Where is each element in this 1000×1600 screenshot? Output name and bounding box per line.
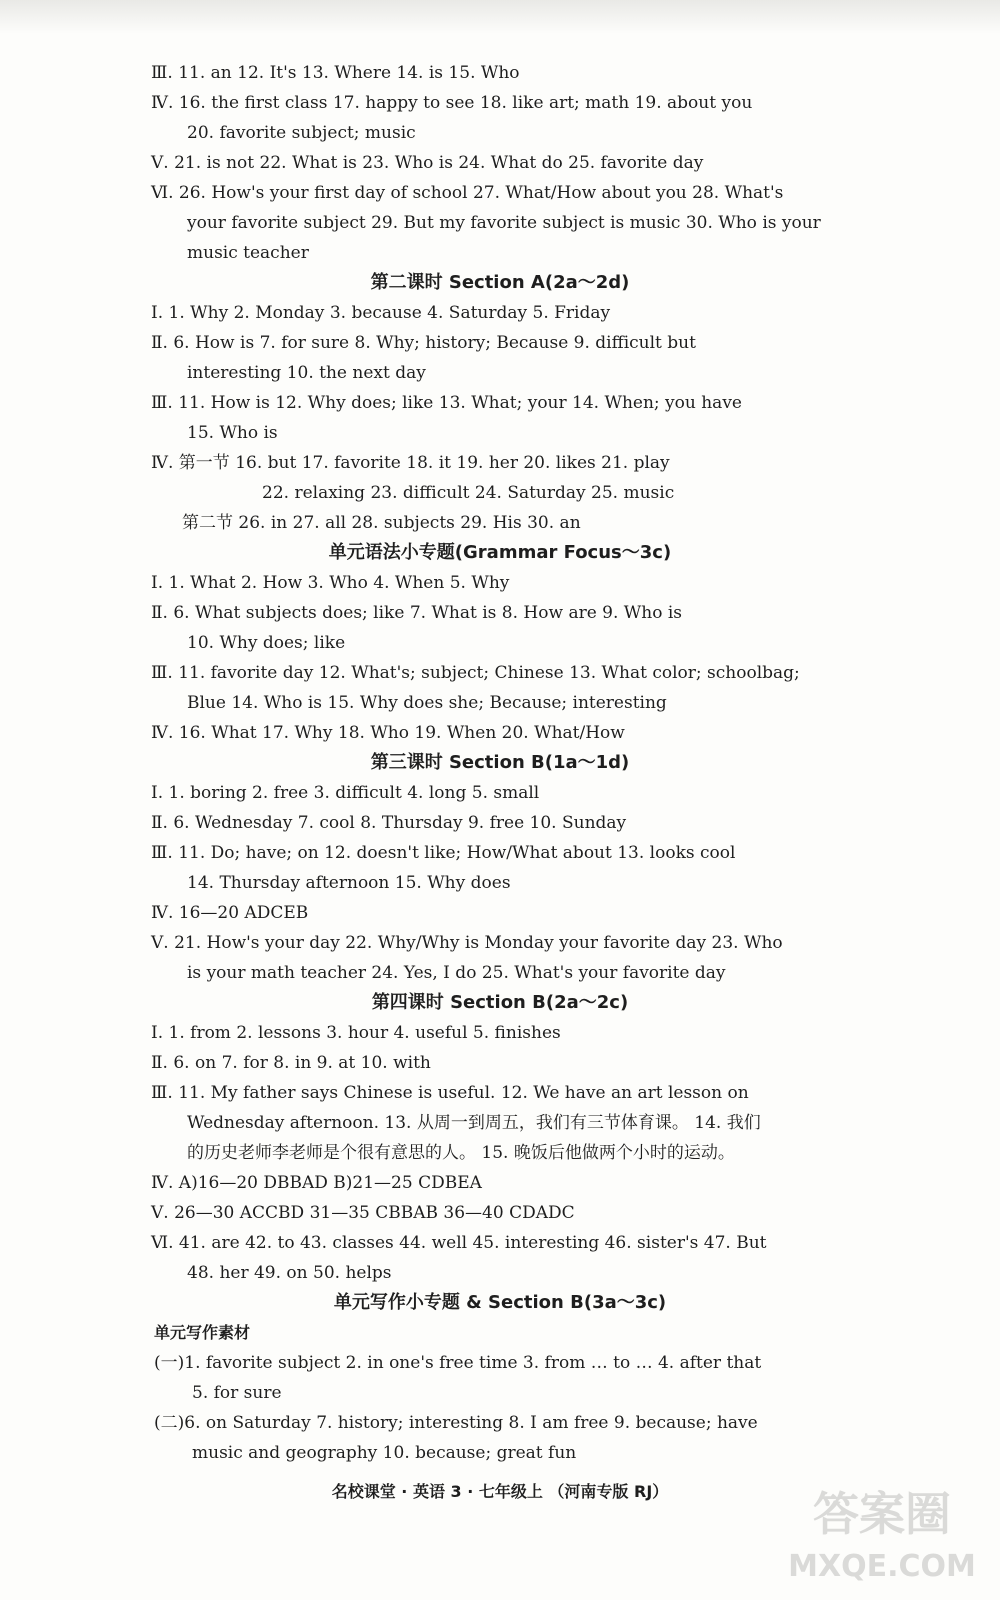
answer-line: Ⅲ. 11. an 12. It's 13. Where 14. is 15. Who: [151, 63, 520, 83]
section-heading: 第四课时 Section B(2a～2c): [371, 992, 629, 1013]
page-footer: 名校课堂 · 英语 3 · 七年级上 （河南专版 RJ）: [331, 1482, 669, 1501]
sub-heading: 单元写作素材: [154, 1323, 251, 1342]
answer-line: Ⅱ. 6. Wednesday 7. cool 8. Thursday 9. free 10. Sunday: [151, 813, 627, 833]
answer-line: 第二节 26. in 27. all 28. subjects 29. His 30. an: [182, 513, 581, 533]
section-heading: 第二课时 Section A(2a～2d): [370, 272, 630, 293]
answer-line: 10. Why does; like: [187, 633, 346, 653]
answer-line: Ⅵ. 26. How's your first day of school 27. What/How about you 28. What's: [151, 183, 784, 203]
answer-line: 48. her 49. on 50. helps: [187, 1263, 392, 1283]
section-heading: 单元语法小专题(Grammar Focus～3c): [328, 542, 672, 563]
answer-line: Ⅲ. 11. My father says Chinese is useful. 12. We have an art lesson on: [151, 1083, 749, 1103]
answer-line: Ⅳ. 16—20 ADCEB: [151, 903, 309, 923]
answer-line: Ⅲ. 11. How is 12. Why does; like 13. What; your 14. When; you have: [151, 393, 742, 413]
answer-line: Ⅲ. 11. favorite day 12. What's; subject; Chinese 13. What color; schoolbag;: [151, 663, 800, 683]
answer-line: your favorite subject 29. But my favorite subject is music 30. Who is your: [187, 213, 821, 233]
answer-line: (二)6. on Saturday 7. history; interesting 8. I am free 9. because; have: [154, 1413, 758, 1433]
answer-line: 22. relaxing 23. difficult 24. Saturday 25. music: [262, 483, 675, 503]
answer-line: (一)1. favorite subject 2. in one's free time 3. from … to … 4. after that: [154, 1353, 762, 1373]
answer-line: Ⅴ. 21. is not 22. What is 23. Who is 24. What do 25. favorite day: [151, 153, 704, 173]
answer-line: Ⅱ. 6. What subjects does; like 7. What is 8. How are 9. Who is: [151, 603, 683, 623]
answer-line: 14. Thursday afternoon 15. Why does: [187, 873, 511, 893]
answer-line: Ⅱ. 6. How is 7. for sure 8. Why; history; Because 9. difficult but: [151, 333, 696, 353]
answer-line: is your math teacher 24. Yes, I do 25. What's your favorite day: [187, 963, 726, 983]
answer-line: Ⅰ. 1. What 2. How 3. Who 4. When 5. Why: [151, 573, 510, 593]
svg-text:MXQE.COM: MXQE.COM: [788, 1549, 976, 1584]
answer-line: Ⅰ. 1. boring 2. free 3. difficult 4. long 5. small: [151, 783, 540, 803]
answer-line: interesting 10. the next day: [187, 363, 426, 383]
answer-line: Ⅲ. 11. Do; have; on 12. doesn't like; How/What about 13. looks cool: [151, 843, 736, 863]
answer-line: 15. Who is: [187, 423, 278, 443]
section-heading: 第三课时 Section B(1a～1d): [370, 752, 630, 773]
answer-line: 的历史老师李老师是个很有意思的人。 15. 晚饭后他做两个小时的运动。: [187, 1143, 735, 1163]
answer-line: Blue 14. Who is 15. Why does she; Because; interesting: [187, 693, 667, 713]
answer-line: music teacher: [187, 243, 309, 263]
answer-line: 5. for sure: [192, 1383, 282, 1403]
answer-line: Wednesday afternoon. 13. 从周一到周五，我们有三节体育课。 14. 我们: [187, 1113, 761, 1133]
answer-line: Ⅳ. 第一节 16. but 17. favorite 18. it 19. her 20. likes 21. play: [151, 453, 670, 473]
answer-line: music and geography 10. because; great fun: [192, 1443, 577, 1463]
answer-line: Ⅰ. 1. from 2. lessons 3. hour 4. useful 5. finishes: [151, 1023, 561, 1043]
section-heading: 单元写作小专题 & Section B(3a～3c): [333, 1292, 667, 1313]
answer-line: Ⅵ. 41. are 42. to 43. classes 44. well 45. interesting 46. sister's 47. But: [151, 1233, 767, 1253]
answer-line: Ⅳ. 16. the first class 17. happy to see 18. like art; math 19. about you: [151, 93, 753, 113]
answer-line: 20. favorite subject; music: [187, 123, 416, 143]
answer-line: Ⅳ. A)16—20 DBBAD B)21—25 CDBEA: [151, 1173, 482, 1193]
scan-edge-shadow: [0, 0, 1000, 34]
answer-line: Ⅴ. 21. How's your day 22. Why/Why is Monday your favorite day 23. Who: [151, 933, 783, 953]
answer-line: Ⅰ. 1. Why 2. Monday 3. because 4. Saturday 5. Friday: [151, 303, 611, 323]
svg-text:答案圈: 答案圈: [813, 1487, 951, 1541]
answer-line: Ⅳ. 16. What 17. Why 18. Who 19. When 20. What/How: [151, 723, 625, 743]
answer-line: Ⅱ. 6. on 7. for 8. in 9. at 10. with: [151, 1053, 431, 1073]
watermark-logo: [782, 1472, 982, 1592]
answer-line: Ⅴ. 26—30 ACCBD 31—35 CBBAB 36—40 CDADC: [151, 1203, 575, 1223]
